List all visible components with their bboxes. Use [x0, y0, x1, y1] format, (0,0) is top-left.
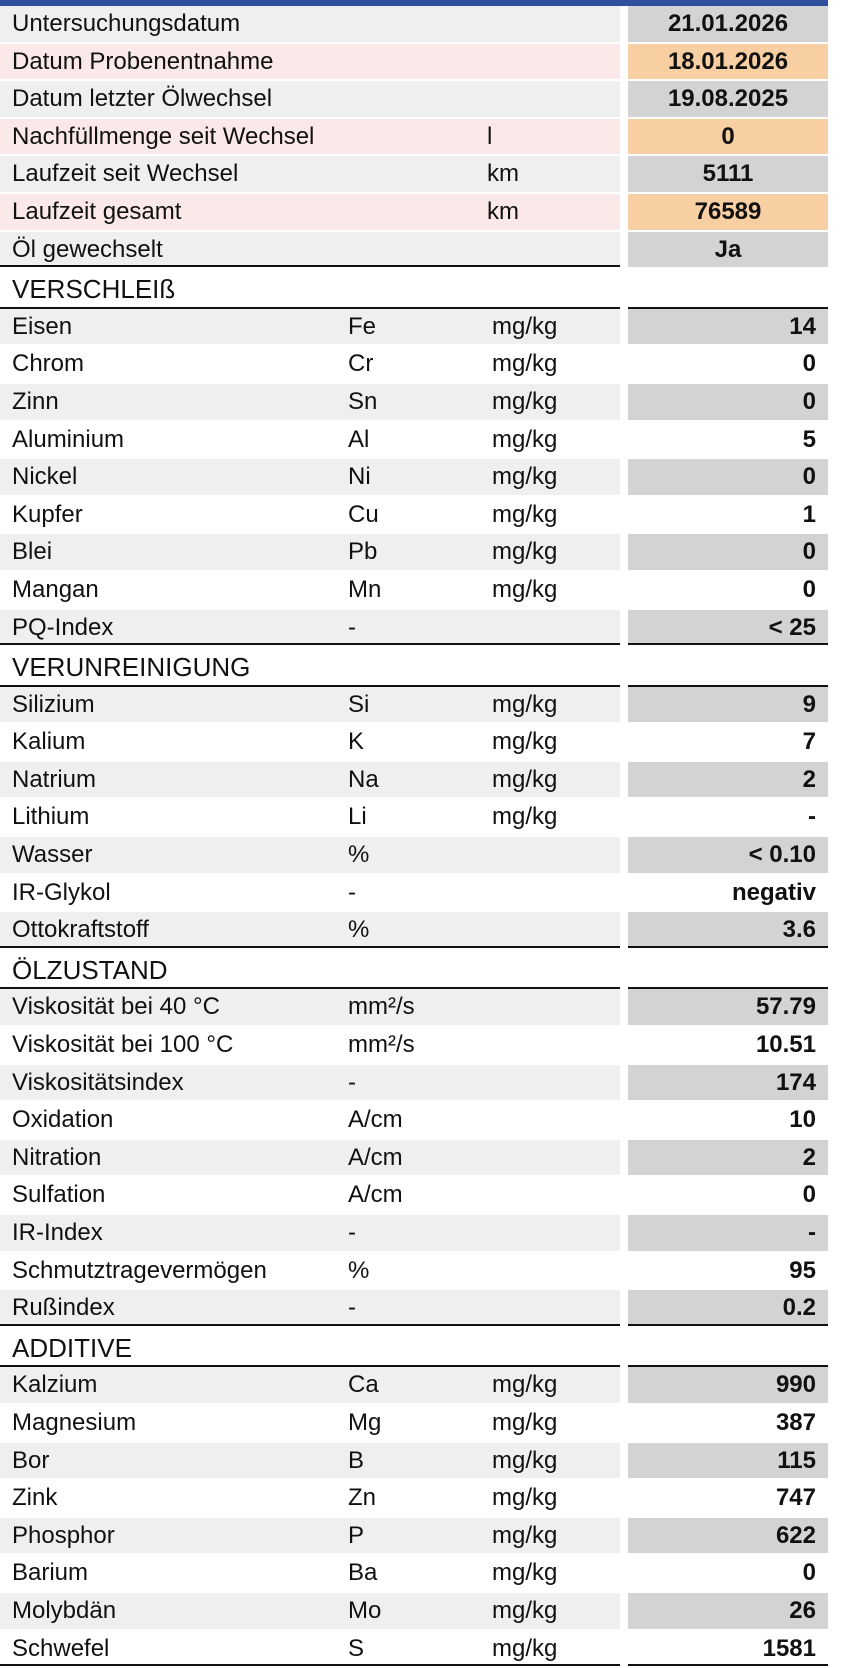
- parameter-name: Chrom: [12, 350, 85, 378]
- section-header-cell: [0, 647, 620, 687]
- data-label-cell: [0, 1480, 620, 1516]
- parameter-name: Phosphor: [12, 1521, 115, 1549]
- data-label-cell: [0, 989, 620, 1025]
- parameter-value: 0: [802, 350, 816, 378]
- info-row-untersuchungsdatum: [0, 6, 828, 44]
- parameter-name: Barium: [12, 1559, 89, 1587]
- parameter-value: 0: [802, 575, 816, 603]
- data-row: [0, 1443, 828, 1481]
- parameter-name: Molybdän: [12, 1596, 117, 1624]
- section-title: VERUNREINIGUNG: [12, 652, 251, 683]
- section-header-row: [0, 1328, 828, 1368]
- data-value-cell: [628, 762, 828, 798]
- info-unit: l: [487, 122, 493, 150]
- info-label: Laufzeit gesamt: [12, 197, 182, 225]
- data-label-cell: [0, 1405, 620, 1441]
- parameter-symbol: Ca: [348, 1371, 379, 1399]
- data-value-cell: [628, 989, 828, 1025]
- parameter-symbol: K: [348, 728, 365, 756]
- parameter-value: < 25: [768, 613, 816, 641]
- info-value: 18.01.2026: [667, 47, 789, 75]
- data-value-cell: [628, 309, 828, 345]
- parameter-symbol: Li: [348, 803, 367, 831]
- parameter-name: PQ-Index: [12, 613, 114, 641]
- parameter-name: Kalzium: [12, 1371, 98, 1399]
- data-label-cell: [0, 1102, 620, 1138]
- parameter-value: 10.51: [755, 1031, 816, 1059]
- info-label: Öl gewechselt: [12, 235, 163, 263]
- info-value-cell: [628, 194, 828, 230]
- data-label-cell: [0, 1065, 620, 1101]
- parameter-name: Magnesium: [12, 1408, 137, 1436]
- parameter-symbol: Mn: [348, 575, 382, 603]
- data-row: [0, 459, 828, 497]
- parameter-unit: mg/kg: [492, 387, 558, 415]
- data-row: [0, 1065, 828, 1103]
- info-label: Datum letzter Ölwechsel: [12, 85, 273, 113]
- parameter-value: 3.6: [782, 916, 816, 944]
- data-label-cell: [0, 687, 620, 723]
- data-row: [0, 724, 828, 762]
- data-label-cell: [0, 346, 620, 382]
- oil-analysis-sheet: [0, 6, 828, 1668]
- parameter-symbol: %: [348, 1256, 370, 1284]
- parameter-value: 387: [775, 1408, 816, 1436]
- parameter-symbol: A/cm: [348, 1106, 403, 1134]
- data-row: [0, 1518, 828, 1556]
- data-value-cell: [628, 875, 828, 911]
- parameter-symbol: Mg: [348, 1408, 382, 1436]
- data-value-cell: [628, 610, 828, 646]
- parameter-value: 747: [775, 1484, 816, 1512]
- parameter-symbol: S: [348, 1634, 365, 1662]
- data-row: [0, 1140, 828, 1178]
- parameter-unit: mg/kg: [492, 538, 558, 566]
- parameter-symbol: -: [348, 1294, 356, 1322]
- data-value-cell: [628, 687, 828, 723]
- parameter-name: IR-Glykol: [12, 878, 111, 906]
- parameter-name: Viskosität bei 100 °C: [12, 1031, 234, 1059]
- data-row: [0, 497, 828, 535]
- parameter-value: 0: [802, 387, 816, 415]
- analysis-sections: [0, 269, 828, 1668]
- data-value-cell: [628, 497, 828, 533]
- info-label-cell: [0, 119, 620, 155]
- section-header-cell: [0, 269, 620, 309]
- parameter-value: 10: [789, 1106, 816, 1134]
- parameter-value: 2: [802, 765, 816, 793]
- parameter-symbol: Ba: [348, 1559, 378, 1587]
- info-label-cell: [0, 6, 620, 42]
- info-label: Untersuchungsdatum: [12, 10, 241, 37]
- data-row: [0, 1593, 828, 1631]
- info-label: Laufzeit seit Wechsel: [12, 160, 239, 188]
- parameter-value: -: [808, 1219, 816, 1246]
- data-label-cell: [0, 1518, 620, 1554]
- parameter-value: 95: [789, 1256, 816, 1284]
- data-value-cell: [628, 1102, 828, 1138]
- info-value-cell: [628, 6, 828, 42]
- data-label-cell: [0, 610, 620, 646]
- data-label-cell: [0, 1443, 620, 1479]
- parameter-unit: mg/kg: [492, 765, 558, 793]
- section-header-cell: [0, 950, 620, 990]
- parameter-unit: mg/kg: [492, 463, 558, 491]
- data-value-cell: [628, 1215, 828, 1251]
- data-row: [0, 1555, 828, 1593]
- parameter-value: 174: [775, 1068, 816, 1096]
- parameter-symbol: Cu: [348, 500, 379, 528]
- data-row: [0, 1253, 828, 1291]
- data-row: [0, 875, 828, 913]
- data-label-cell: [0, 724, 620, 760]
- parameter-value: 0: [802, 1559, 816, 1587]
- data-row: [0, 1177, 828, 1215]
- data-value-cell: [628, 724, 828, 760]
- data-row: [0, 346, 828, 384]
- parameter-value: negativ: [731, 878, 816, 906]
- data-value-cell: [628, 912, 828, 948]
- data-label-cell: [0, 422, 620, 458]
- data-value-cell: [628, 384, 828, 420]
- parameter-name: Rußindex: [12, 1294, 115, 1322]
- data-row: [0, 422, 828, 460]
- parameter-unit: mg/kg: [492, 1446, 558, 1474]
- data-value-cell: [628, 346, 828, 382]
- parameter-name: Zink: [12, 1484, 58, 1512]
- parameter-name: Sulfation: [12, 1181, 106, 1209]
- data-row: [0, 762, 828, 800]
- parameter-unit: mg/kg: [492, 728, 558, 756]
- section-title: ÖLZUSTAND: [12, 954, 168, 985]
- parameter-symbol: %: [348, 916, 370, 944]
- parameter-symbol: Si: [348, 690, 370, 718]
- data-row: [0, 1215, 828, 1253]
- parameter-value: 1: [802, 500, 816, 528]
- data-value-cell: [628, 1480, 828, 1516]
- parameter-value: 57.79: [755, 993, 816, 1021]
- parameter-symbol: B: [348, 1446, 365, 1474]
- data-label-cell: [0, 1253, 620, 1289]
- data-row: [0, 687, 828, 725]
- data-label-cell: [0, 572, 620, 608]
- info-value: 76589: [694, 197, 762, 225]
- section-header-row: [0, 950, 828, 990]
- data-label-cell: [0, 1367, 620, 1403]
- parameter-symbol: A/cm: [348, 1143, 403, 1171]
- parameter-symbol: Cr: [348, 350, 374, 378]
- parameter-symbol: Na: [348, 765, 379, 793]
- data-value-cell: [628, 837, 828, 873]
- data-row: [0, 1631, 828, 1668]
- info-unit: km: [487, 160, 519, 188]
- parameter-unit: mg/kg: [492, 425, 558, 453]
- section-header-value-cell: [628, 647, 828, 687]
- info-value-cell: [628, 44, 828, 80]
- data-value-cell: [628, 1253, 828, 1289]
- info-unit: km: [487, 197, 519, 225]
- parameter-value: 0: [802, 463, 816, 491]
- data-row: [0, 1290, 828, 1328]
- data-row: [0, 384, 828, 422]
- data-row: [0, 1405, 828, 1443]
- parameter-symbol: Al: [348, 425, 370, 453]
- parameter-name: Schwefel: [12, 1634, 110, 1662]
- parameter-value: 622: [775, 1521, 816, 1549]
- section-title: ADDITIVE: [12, 1332, 132, 1363]
- data-value-cell: [628, 459, 828, 495]
- parameter-symbol: mm²/s: [348, 993, 415, 1021]
- data-label-cell: [0, 497, 620, 533]
- parameter-name: Kupfer: [12, 500, 83, 528]
- data-value-cell: [628, 1555, 828, 1591]
- parameter-symbol: Sn: [348, 387, 378, 415]
- info-row-laufzeit-gesamt: [0, 194, 828, 232]
- parameter-unit: mg/kg: [492, 803, 558, 831]
- parameter-name: Bor: [12, 1446, 50, 1474]
- info-value: 5111: [702, 160, 754, 188]
- section-header-value-cell: [628, 269, 828, 309]
- parameter-symbol: P: [348, 1521, 365, 1549]
- parameter-value: 2: [802, 1143, 816, 1171]
- parameter-name: Kalium: [12, 728, 86, 756]
- info-label-cell: [0, 194, 620, 230]
- parameter-symbol: %: [348, 841, 370, 869]
- data-value-cell: [628, 1593, 828, 1629]
- info-value: 21.01.2026: [667, 10, 789, 37]
- data-value-cell: [628, 1290, 828, 1326]
- parameter-value: 26: [789, 1596, 816, 1624]
- parameter-name: Viskosität bei 40 °C: [12, 993, 220, 1021]
- parameter-name: Eisen: [12, 312, 73, 340]
- data-row: [0, 799, 828, 837]
- info-label-cell: [0, 156, 620, 192]
- parameter-unit: mg/kg: [492, 350, 558, 378]
- data-row: [0, 309, 828, 347]
- parameter-name: Nickel: [12, 463, 78, 491]
- parameter-symbol: Pb: [348, 538, 378, 566]
- data-row: [0, 1480, 828, 1518]
- parameter-value: 14: [789, 312, 816, 340]
- parameter-value: 1581: [762, 1634, 816, 1662]
- parameter-unit: mg/kg: [492, 690, 558, 718]
- data-label-cell: [0, 1593, 620, 1629]
- parameter-unit: mg/kg: [492, 500, 558, 528]
- info-value: 19.08.2025: [667, 85, 789, 113]
- parameter-unit: mg/kg: [492, 1559, 558, 1587]
- parameter-symbol: Fe: [348, 312, 377, 340]
- info-label-cell: [0, 81, 620, 117]
- data-row: [0, 1027, 828, 1065]
- parameter-name: Ottokraftstoff: [12, 916, 149, 944]
- data-value-cell: [628, 1367, 828, 1403]
- data-value-cell: [628, 1443, 828, 1479]
- data-label-cell: [0, 1140, 620, 1176]
- data-value-cell: [628, 1631, 828, 1667]
- data-row: [0, 610, 828, 648]
- parameter-symbol: -: [348, 1068, 356, 1096]
- data-label-cell: [0, 534, 620, 570]
- info-value: Ja: [714, 235, 742, 263]
- parameter-symbol: Mo: [348, 1596, 382, 1624]
- data-row: [0, 1367, 828, 1405]
- parameter-value: 0.2: [782, 1294, 816, 1322]
- data-value-cell: [628, 799, 828, 835]
- data-row: [0, 534, 828, 572]
- info-label-cell: [0, 232, 620, 268]
- data-row: [0, 572, 828, 610]
- parameter-name: Silizium: [12, 690, 95, 718]
- parameter-name: Mangan: [12, 575, 99, 603]
- parameter-symbol: mm²/s: [348, 1031, 415, 1059]
- parameter-name: Blei: [12, 538, 53, 566]
- parameter-unit: mg/kg: [492, 1408, 558, 1436]
- data-value-cell: [628, 1140, 828, 1176]
- data-row: [0, 912, 828, 950]
- section-header-row: [0, 647, 828, 687]
- parameter-name: Nitration: [12, 1143, 102, 1171]
- right-margin: [828, 0, 859, 1667]
- parameter-unit: mg/kg: [492, 1596, 558, 1624]
- parameter-unit: mg/kg: [492, 1521, 558, 1549]
- section-header-value-cell: [628, 1328, 828, 1368]
- parameter-symbol: -: [348, 613, 356, 641]
- parameter-unit: mg/kg: [492, 1484, 558, 1512]
- data-value-cell: [628, 572, 828, 608]
- parameter-unit: mg/kg: [492, 312, 558, 340]
- data-label-cell: [0, 1290, 620, 1326]
- info-label-cell: [0, 44, 620, 80]
- parameter-value: -: [808, 803, 816, 831]
- parameter-name: Oxidation: [12, 1106, 114, 1134]
- data-label-cell: [0, 384, 620, 420]
- section-header-row: [0, 269, 828, 309]
- parameter-symbol: Zn: [348, 1484, 377, 1512]
- parameter-symbol: -: [348, 878, 356, 906]
- data-label-cell: [0, 1555, 620, 1591]
- info-row-nachfuellmenge: [0, 119, 828, 157]
- data-value-cell: [628, 1065, 828, 1101]
- info-value-cell: [628, 81, 828, 117]
- parameter-symbol: -: [348, 1219, 356, 1246]
- info-row-datum-letzter-oelwechsel: [0, 81, 828, 119]
- info-row-oel-gewechselt: [0, 232, 828, 270]
- parameter-value: 7: [802, 728, 816, 756]
- data-value-cell: [628, 1405, 828, 1441]
- data-row: [0, 1102, 828, 1140]
- parameter-unit: mg/kg: [492, 1371, 558, 1399]
- info-label: Datum Probenentnahme: [12, 47, 274, 75]
- data-label-cell: [0, 875, 620, 911]
- data-value-cell: [628, 1027, 828, 1063]
- data-label-cell: [0, 459, 620, 495]
- data-label-cell: [0, 1027, 620, 1063]
- parameter-symbol: A/cm: [348, 1181, 403, 1209]
- parameter-name: Natrium: [12, 765, 97, 793]
- info-row-laufzeit-seit-wechsel: [0, 156, 828, 194]
- parameter-name: Zinn: [12, 387, 59, 415]
- section-header-value-cell: [628, 950, 828, 990]
- data-row: [0, 989, 828, 1027]
- parameter-value: 0: [802, 1181, 816, 1209]
- info-value-cell: [628, 232, 828, 268]
- data-value-cell: [628, 534, 828, 570]
- data-row: [0, 837, 828, 875]
- parameter-name: Lithium: [12, 803, 90, 831]
- parameter-value: 0: [802, 538, 816, 566]
- parameter-name: Schmutztragevermögen: [12, 1256, 267, 1284]
- data-value-cell: [628, 422, 828, 458]
- data-label-cell: [0, 799, 620, 835]
- section-title: VERSCHLEIß: [12, 274, 176, 305]
- data-label-cell: [0, 1631, 620, 1667]
- data-label-cell: [0, 837, 620, 873]
- info-value-cell: [628, 119, 828, 155]
- parameter-symbol: Ni: [348, 463, 371, 491]
- data-label-cell: [0, 762, 620, 798]
- section-header-cell: [0, 1328, 620, 1368]
- info-row-datum-probenentnahme: [0, 44, 828, 82]
- parameter-value: < 0.10: [748, 841, 816, 869]
- data-value-cell: [628, 1518, 828, 1554]
- parameter-name: Viskositätsindex: [12, 1068, 184, 1096]
- data-label-cell: [0, 1177, 620, 1213]
- info-value-cell: [628, 156, 828, 192]
- parameter-unit: mg/kg: [492, 575, 558, 603]
- parameter-value: 115: [777, 1446, 816, 1474]
- data-label-cell: [0, 912, 620, 948]
- parameter-value: 9: [802, 690, 816, 718]
- info-value: 0: [721, 122, 735, 150]
- parameter-name: IR-Index: [12, 1219, 103, 1246]
- data-value-cell: [628, 1177, 828, 1213]
- parameter-name: Aluminium: [12, 425, 125, 453]
- data-label-cell: [0, 1215, 620, 1251]
- parameter-name: Wasser: [12, 841, 93, 869]
- parameter-value: 990: [775, 1371, 816, 1399]
- parameter-value: 5: [802, 425, 816, 453]
- info-label: Nachfüllmenge seit Wechsel: [12, 122, 315, 150]
- data-label-cell: [0, 309, 620, 345]
- parameter-unit: mg/kg: [492, 1634, 558, 1662]
